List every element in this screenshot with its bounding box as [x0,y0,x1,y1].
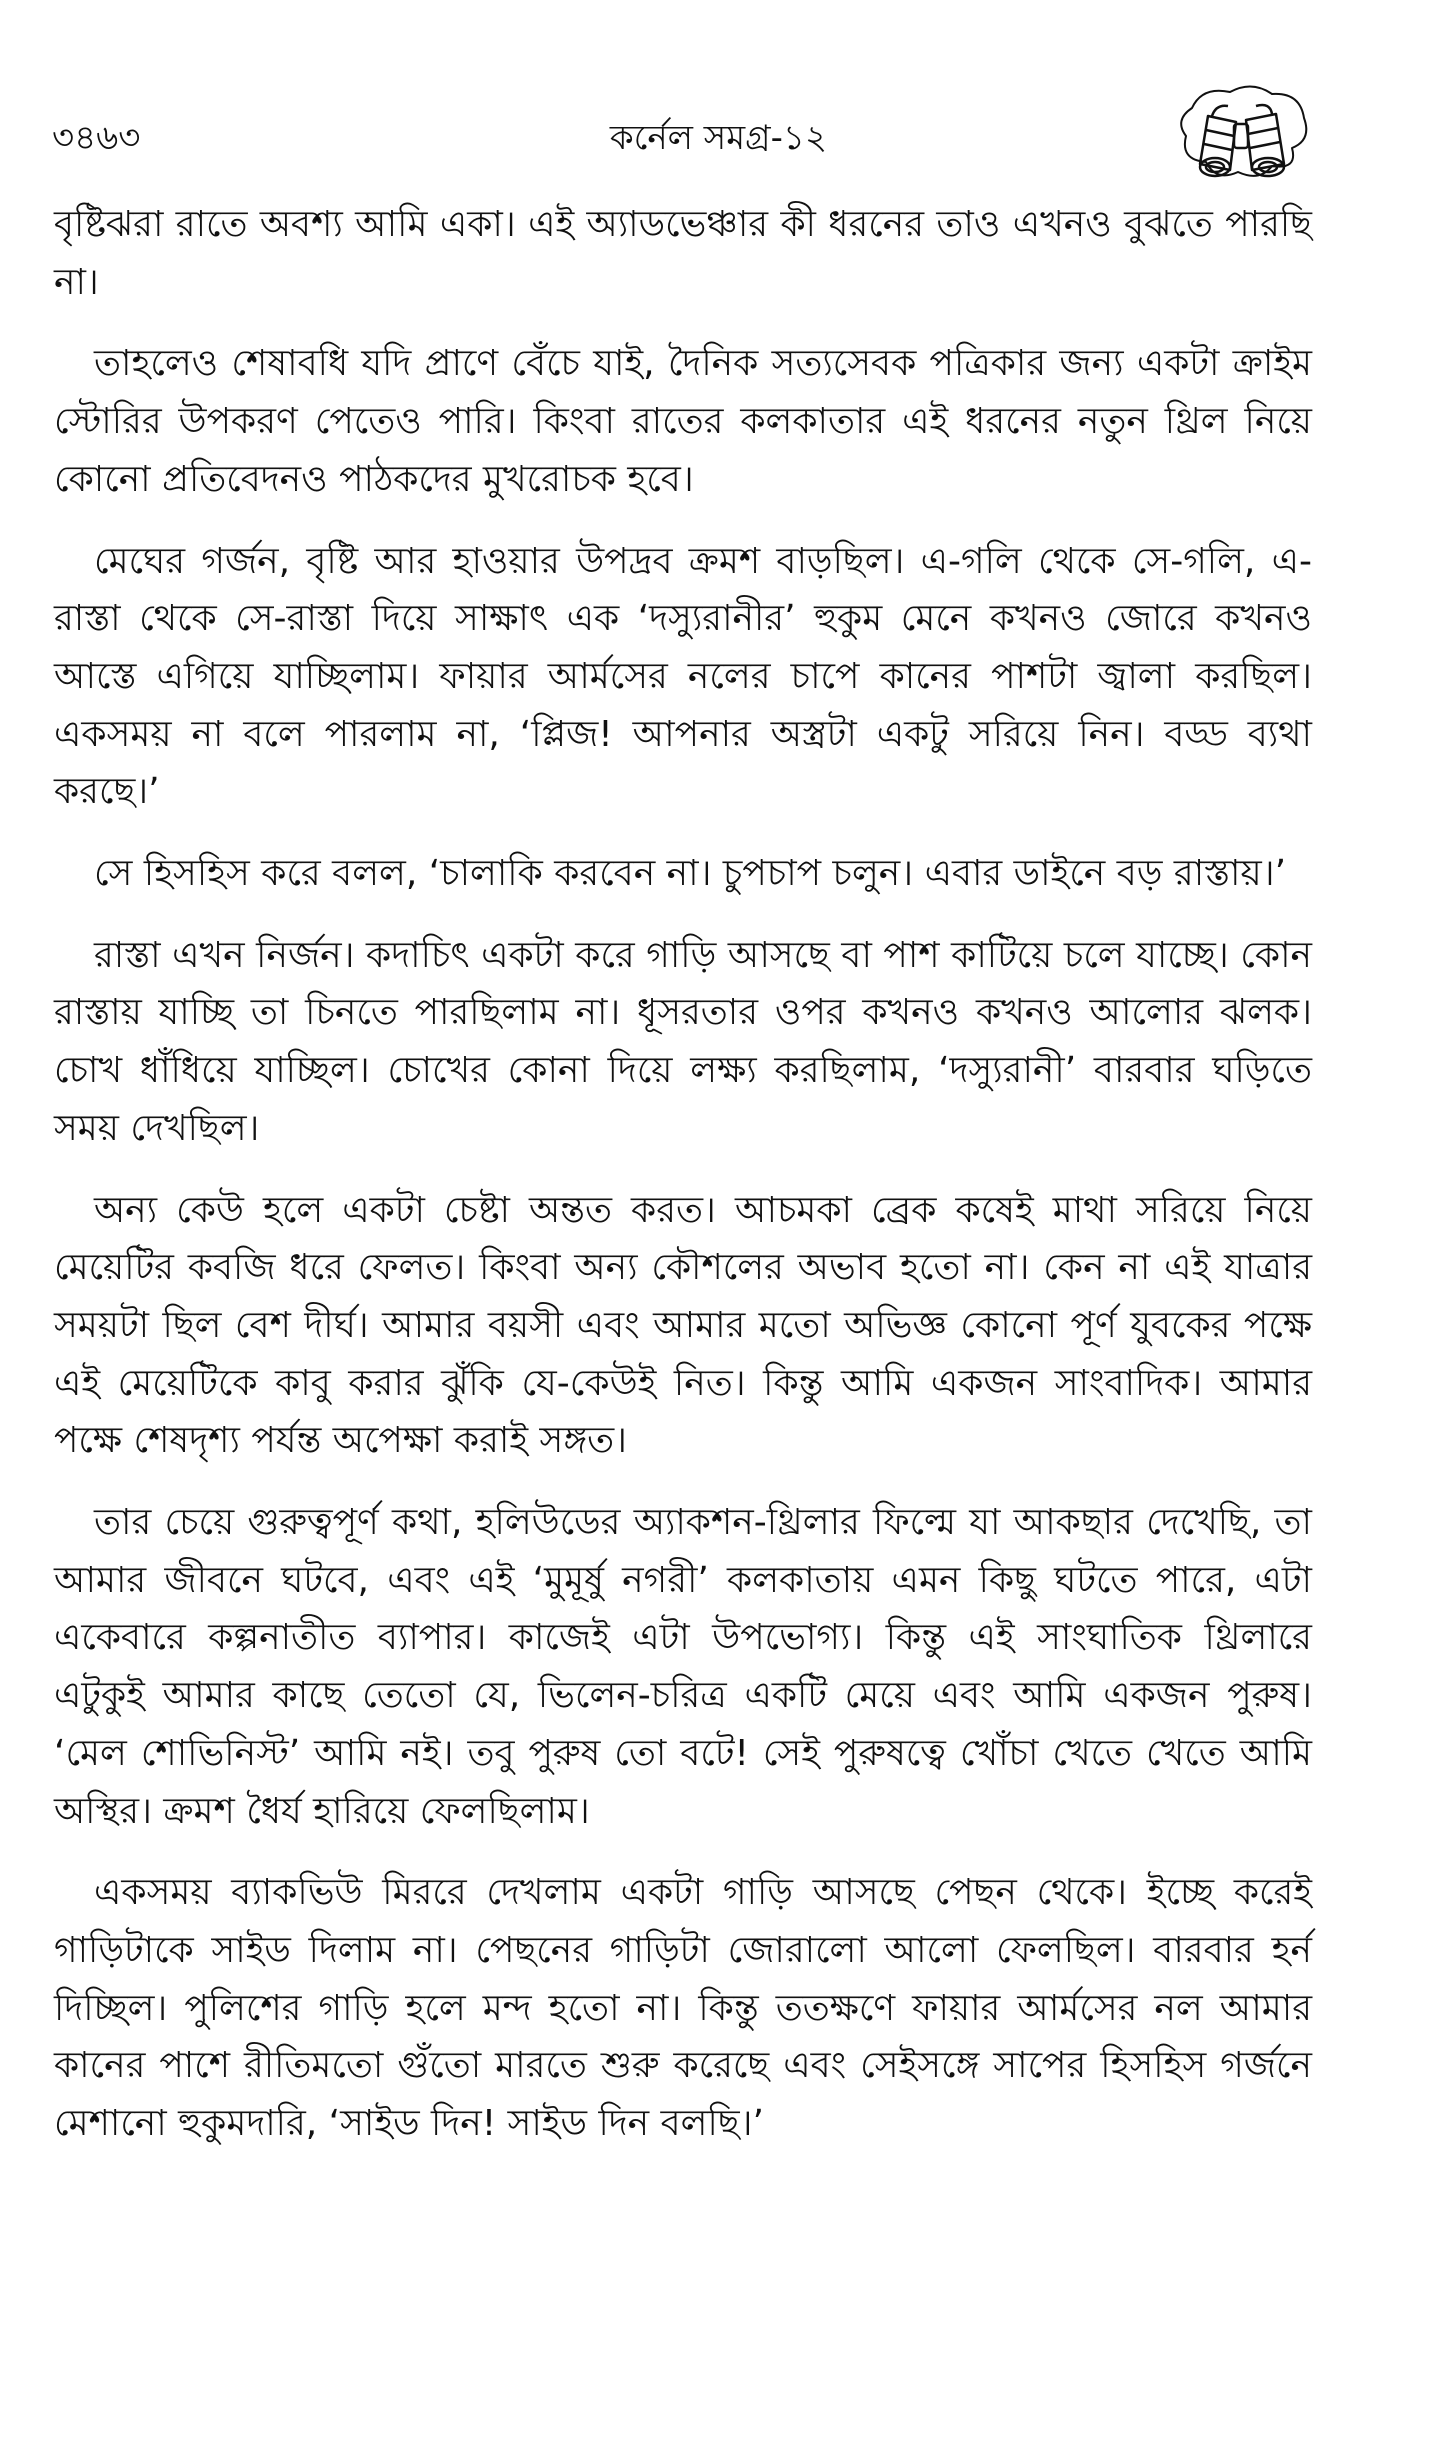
page-number: ৩৪৬৩ [52,118,141,158]
paragraph: সে হিসহিস করে বলল, ‘চালাকি করবেন না। চুপচাপ চলুন। এবার ডাইনে বড় রাস্তায়।’ [94,853,1287,895]
paragraph: রাস্তা এখন নির্জন। কদাচিৎ একটা করে গাড়ি আসছে বা পাশ কাটিয়ে চলে যাচ্ছে। কোন রাস্তায় যাচ্ছি তা চিনতে পারছিলাম না। ধূসরতার ওপর কখনও কখনও আলোর ঝলক। চোখ ধাঁধিয়ে যাচ্ছিল। চোখের কোনা দিয়ে লক্ষ্য করছিলাম, ‘দস্যুরানী’ বারবার ঘড়িতে সময় দেখছিল। [54,934,1312,1149]
paragraph: তাহলেও শেষাবধি যদি প্রাণে বেঁচে যাই, দৈনিক সত্যসেবক পত্রিকার জন্য একটা ক্রাইম স্টোরির উপকরণ পেতেও পারি। কিংবা রাতের কলকাতার এই ধরনের নতুন থ্রিল নিয়ে কোনো প্রতিবেদনও পাঠকদের মুখরোচক হবে। [54,343,1312,500]
binoculars-icon [1172,78,1312,190]
paragraph: অন্য কেউ হলে একটা চেষ্টা অন্তত করত। আচমকা ব্রেক কষেই মাথা সরিয়ে নিয়ে মেয়েটির কবজি ধরে ফেলত। কিংবা অন্য কৌশলের অভাব হতো না। কেন না এই যাত্রার সময়টা ছিল বেশ দীর্ঘ। আমার বয়সী এবং আমার মতো অভিজ্ঞ কোনো পূর্ণ যুবকের পক্ষে এই মেয়েটিকে কাবু করার ঝুঁকি যে-কেউই নিত। কিন্তু আমি একজন সাংবাদিক। আমার পক্ষে শেষদৃশ্য পর্যন্ত অপেক্ষা করাই সঙ্গত। [54,1189,1312,1462]
paragraph: তার চেয়ে গুরুত্বপূর্ণ কথা, হলিউডের অ্যাকশন-থ্রিলার ফিল্মে যা আকছার দেখেছি, তা আমার জীবনে ঘটবে, এবং এই ‘মুমূর্ষু নগরী’ কলকাতায় এমন কিছু ঘটতে পারে, এটা একেবারে কল্পনাতীত ব্যাপার। কাজেই এটা উপভোগ্য। কিন্তু এই সাংঘাতিক থ্রিলারে এটুকুই আমার কাছে তেতো যে, ভিলেন-চরিত্র একটি মেয়ে এবং আমি একজন পুরুষ। ‘মেল শোভিনিস্ট’ আমি নই। তবু পুরুষ তো বটে! সেই পুরুষত্বে খোঁচা খেতে খেতে আমি অস্থির। ক্রমশ ধৈর্য হারিয়ে ফেলছিলাম। [54,1502,1312,1832]
body-text [54,196,1312,2177]
running-title: কর্নেল সমগ্র-১২ [609,118,828,158]
page-header [0,0,1437,190]
paragraph: মেঘের গর্জন, বৃষ্টি আর হাওয়ার উপদ্রব ক্রমশ বাড়ছিল। এ-গলি থেকে সে-গলি, এ-রাস্তা থেকে সে-রাস্তা দিয়ে সাক্ষাৎ এক ‘দস্যুরানীর’ হুকুম মেনে কখনও জোরে কখনও আস্তে এগিয়ে যাচ্ছিলাম। ফায়ার আর্মসের নলের চাপে কানের পাশটা জ্বালা করছিল। একসময় না বলে পারলাম না, ‘প্লিজ! আপনার অস্ত্রটা একটু সরিয়ে নিন। বড্ড ব্যথা করছে।’ [54,540,1312,813]
paragraph: বৃষ্টিঝরা রাতে অবশ্য আমি একা। এই অ্যাডভেঞ্চার কী ধরনের তাও এখনও বুঝতে পারছি না। [54,204,1312,303]
paragraph: একসময় ব্যাকভিউ মিররে দেখলাম একটা গাড়ি আসছে পেছন থেকে। ইচ্ছে করেই গাড়িটাকে সাইড দিলাম না। পেছনের গাড়িটা জোরালো আলো ফেলছিল। বারবার হর্ন দিচ্ছিল। পুলিশের গাড়ি হলে মন্দ হতো না। কিন্তু ততক্ষণে ফায়ার আর্মসের নল আমার কানের পাশে রীতিমতো গুঁতো মারতে শুরু করেছে এবং সেইসঙ্গে সাপের হিসহিস গর্জনে মেশানো হুকুমদারি, ‘সাইড দিন! সাইড দিন বলছি।’ [54,1872,1312,2145]
